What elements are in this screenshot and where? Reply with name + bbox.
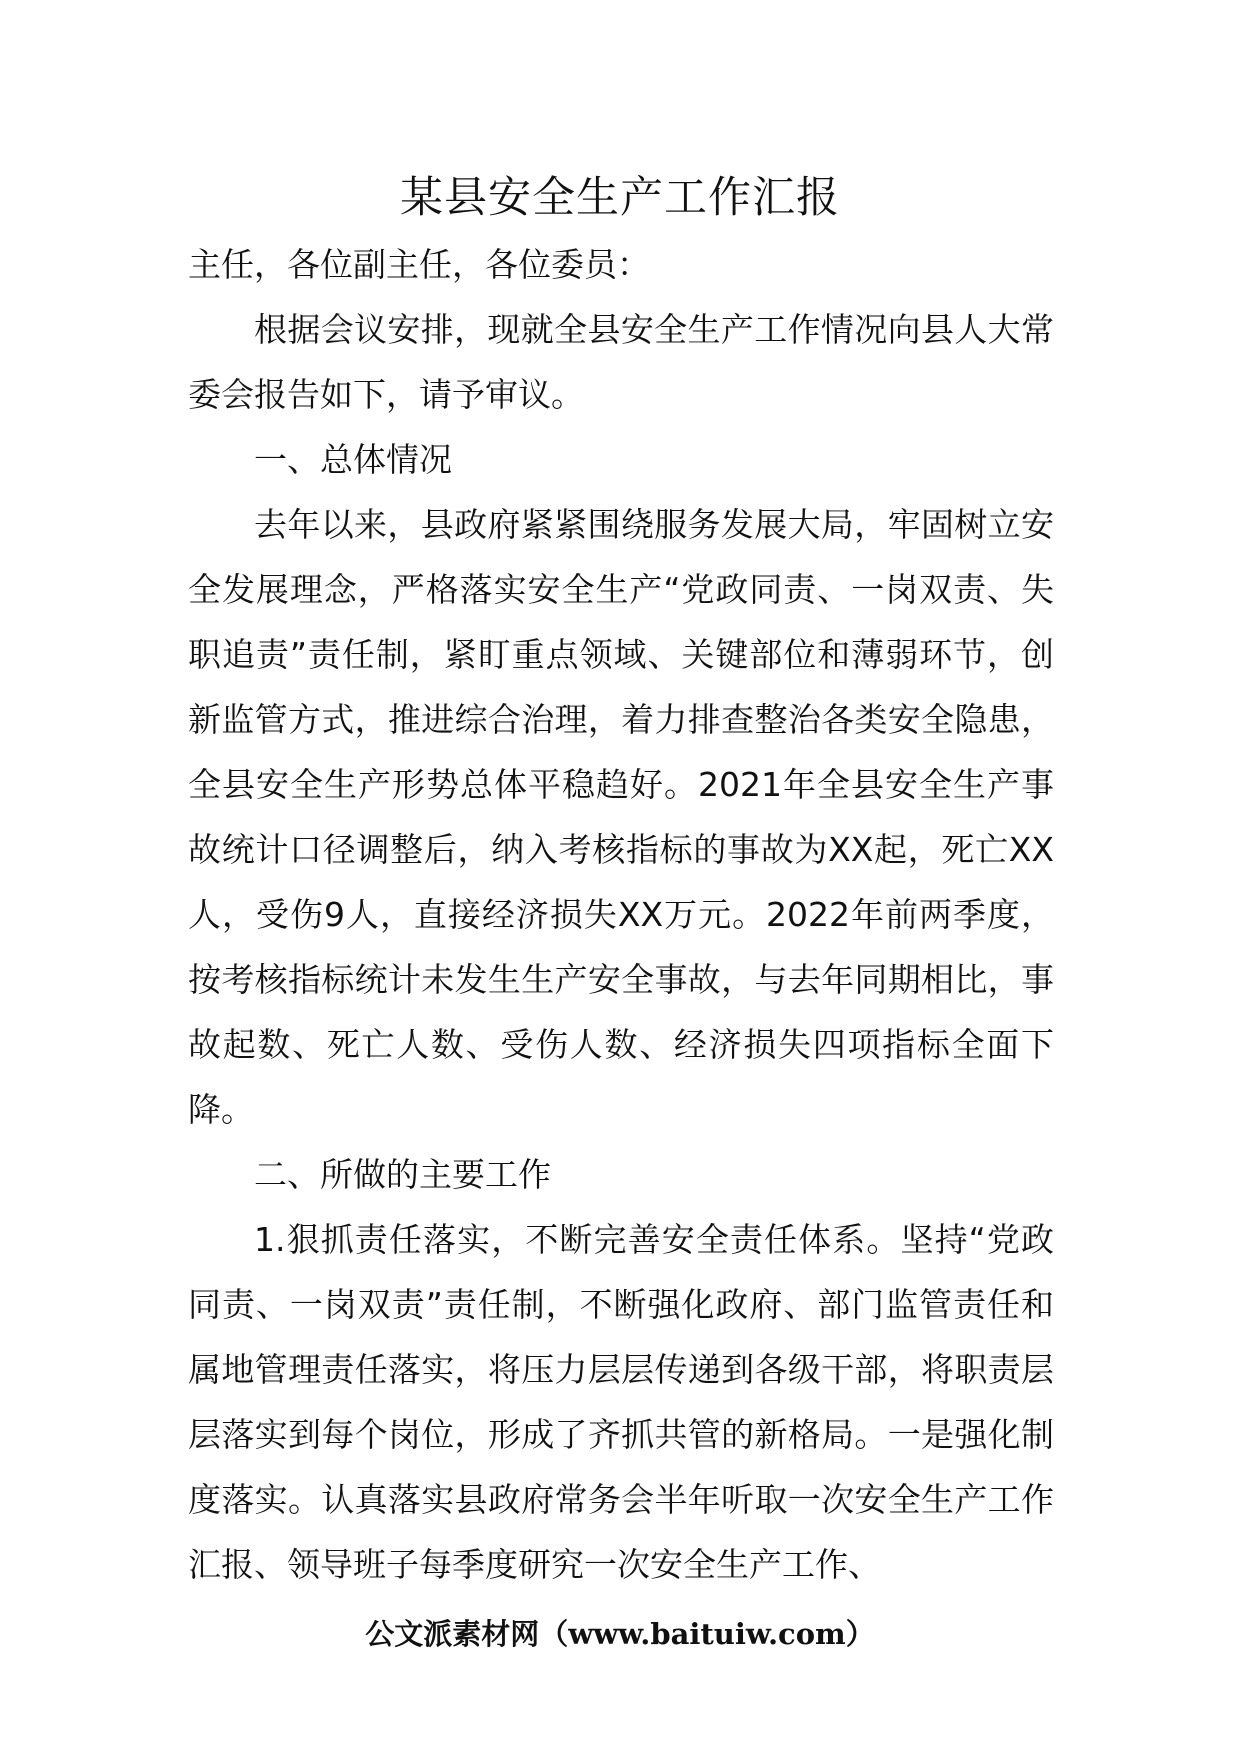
salutation: 主任，各位副主任，各位委员： — [188, 245, 650, 284]
intro-paragraph: 根据会议安排，现就全县安全生产工作情况向县人大常委会报告如下，请予审议。 — [188, 310, 1054, 414]
document-title: 某县安全生产工作汇报 — [400, 173, 840, 223]
section-heading-overview: 一、总体情况 — [254, 440, 452, 479]
overview-paragraph: 去年以来，县政府紧紧围绕服务发展大局，牢固树立安全发展理念，严格落实安全生产“党政同责、一岗双责、失职追责”责任制，紧盯重点领域、关键部位和薄弱环节，创新监管方式，推进综合治理，着力排查整治各类安全隐患，全县安全生产形势总体平稳趋好。2021年全县安全生产事故统计口径调整后，纳入考核指标的事故为XX起，死亡XX人，受伤9人，直接经济损失XX万元。2022年前两季度，按考核指标统计未发生生产安全事故，与去年同期相比，事故起数、死亡人数、受伤人数、经济损失四项指标全面下降。 — [188, 505, 1054, 1129]
main-work-paragraph: 1.狠抓责任落实，不断完善安全责任体系。坚持“党政同责、一岗双责”责任制，不断强化政府、部门监管责任和属地管理责任落实，将压力层层传递到各级干部，将职责层层落实到每个岗位，形成了齐抓共管的新格局。一是强化制度落实。认真落实县政府常务会半年听取一次安全生产工作汇报、领导班子每季度研究一次安全生产工作、 — [188, 1220, 1054, 1584]
footer-watermark: 公文派素材网（www.baituiw.com） — [365, 1617, 875, 1651]
document-body — [188, 232, 1054, 1597]
section-heading-main-work: 二、所做的主要工作 — [254, 1155, 551, 1194]
